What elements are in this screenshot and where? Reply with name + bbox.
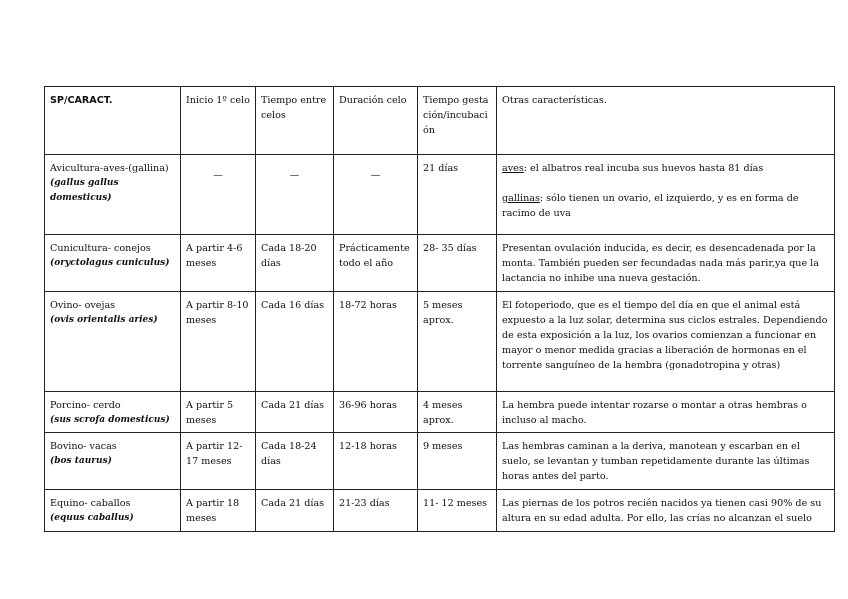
species-cell bbox=[45, 292, 181, 392]
table-row bbox=[45, 292, 835, 392]
heat-duration-cell: Prácticamente todo el año bbox=[334, 235, 418, 292]
gestation-cell: 21 días bbox=[418, 155, 497, 235]
species-name: Avicultura-aves-(gallina) bbox=[50, 163, 169, 174]
other-text: : el albatros real incuba sus huevos hasta 81 días bbox=[523, 163, 764, 174]
species-name: Cunicultura- conejos bbox=[50, 243, 151, 254]
table-row bbox=[45, 433, 835, 490]
heat-duration-cell: 36-96 horas bbox=[334, 392, 418, 433]
other-label: gallinas bbox=[502, 193, 540, 204]
species-cell bbox=[45, 235, 181, 292]
gestation-cell: 5 meses aprox. bbox=[418, 292, 497, 392]
species-scientific: (oryctolagus cuniculus) bbox=[50, 258, 170, 268]
first-heat-cell: — bbox=[181, 155, 256, 235]
time-between-cell: — bbox=[256, 155, 334, 235]
heat-duration-cell: 21-23 días bbox=[334, 490, 418, 532]
other-cell: La hembra puede intentar rozarse o montar a otras hembras o incluso al macho. bbox=[497, 392, 835, 433]
species-scientific: (sus scrofa domesticus) bbox=[50, 415, 170, 425]
time-between-cell: Cada 18-20 días bbox=[256, 235, 334, 292]
header-gestation: Tiempo gestación/incubación bbox=[418, 87, 497, 155]
species-scientific: (ovis orientalis aries) bbox=[50, 315, 158, 325]
species-cell bbox=[45, 392, 181, 433]
other-cell: El fotoperiodo, que es el tiempo del día en que el animal está expuesto a la luz solar, determina sus ciclos estrales. Dependiendo de esta exposición a la luz, los ovarios comienzan a funcionar en mayor o menor medida gracias a liberación de hormonas en el torrente sanguíneo de la hembra (gonadotropina y otras) bbox=[497, 292, 835, 392]
header-row bbox=[45, 87, 835, 155]
gestation-cell: 28- 35 días bbox=[418, 235, 497, 292]
species-scientific: (bos taurus) bbox=[50, 456, 112, 466]
other-cell bbox=[497, 155, 835, 235]
first-heat-cell: A partir 8-10 meses bbox=[181, 292, 256, 392]
other-cell: Presentan ovulación inducida, es decir, es desencadenada por la monta. También pueden ser fecundadas nada más parir,ya que la lactancia no inhibe una nueva gestación. bbox=[497, 235, 835, 292]
species-scientific: (gallus gallus domesticus) bbox=[50, 178, 119, 203]
time-between-cell: Cada 21 días bbox=[256, 392, 334, 433]
other-cell: Las hembras caminan a la deriva, manotean y escarban en el suelo, se levantan y tumban repetidamente durante las últimas horas antes del parto. bbox=[497, 433, 835, 490]
characteristics-table bbox=[44, 86, 835, 532]
time-between-cell: Cada 21 días bbox=[256, 490, 334, 532]
header-heat-duration: Duración celo bbox=[334, 87, 418, 155]
time-between-cell: Cada 16 días bbox=[256, 292, 334, 392]
gestation-cell: 11- 12 meses bbox=[418, 490, 497, 532]
first-heat-cell: A partir 4-6 meses bbox=[181, 235, 256, 292]
first-heat-cell: A partir 5 meses bbox=[181, 392, 256, 433]
header-other: Otras características. bbox=[497, 87, 835, 155]
table-row bbox=[45, 155, 835, 235]
gestation-cell: 4 meses aprox. bbox=[418, 392, 497, 433]
heat-duration-cell: — bbox=[334, 155, 418, 235]
heat-duration-cell: 18-72 horas bbox=[334, 292, 418, 392]
header-time-between: Tiempo entre celos bbox=[256, 87, 334, 155]
species-name: Equino- caballos bbox=[50, 498, 131, 509]
species-cell bbox=[45, 155, 181, 235]
header-first-heat: Inicio 1º celo bbox=[181, 87, 256, 155]
species-cell bbox=[45, 490, 181, 532]
other-text: : sólo tienen un ovario, el izquierdo, y es en forma de racimo de uva bbox=[502, 193, 799, 219]
other-label: aves bbox=[502, 163, 524, 174]
gestation-cell: 9 meses bbox=[418, 433, 497, 490]
table-row bbox=[45, 392, 835, 433]
time-between-cell: Cada 18-24 días bbox=[256, 433, 334, 490]
table-row bbox=[45, 490, 835, 532]
species-name: Porcino- cerdo bbox=[50, 400, 121, 411]
first-heat-cell: A partir 18 meses bbox=[181, 490, 256, 532]
table-row bbox=[45, 235, 835, 292]
other-cell: Las piernas de los potros recién nacidos ya tienen casi 90% de su altura en su edad adulta. Por ello, las crías no alcanzan el suelo bbox=[497, 490, 835, 532]
first-heat-cell: A partir 12-17 meses bbox=[181, 433, 256, 490]
species-name: Bovino- vacas bbox=[50, 441, 117, 452]
species-cell bbox=[45, 433, 181, 490]
species-name: Ovino- ovejas bbox=[50, 300, 116, 311]
species-scientific: (equus caballus) bbox=[50, 513, 134, 523]
header-species: SP/CARACT. bbox=[45, 87, 181, 155]
heat-duration-cell: 12-18 horas bbox=[334, 433, 418, 490]
